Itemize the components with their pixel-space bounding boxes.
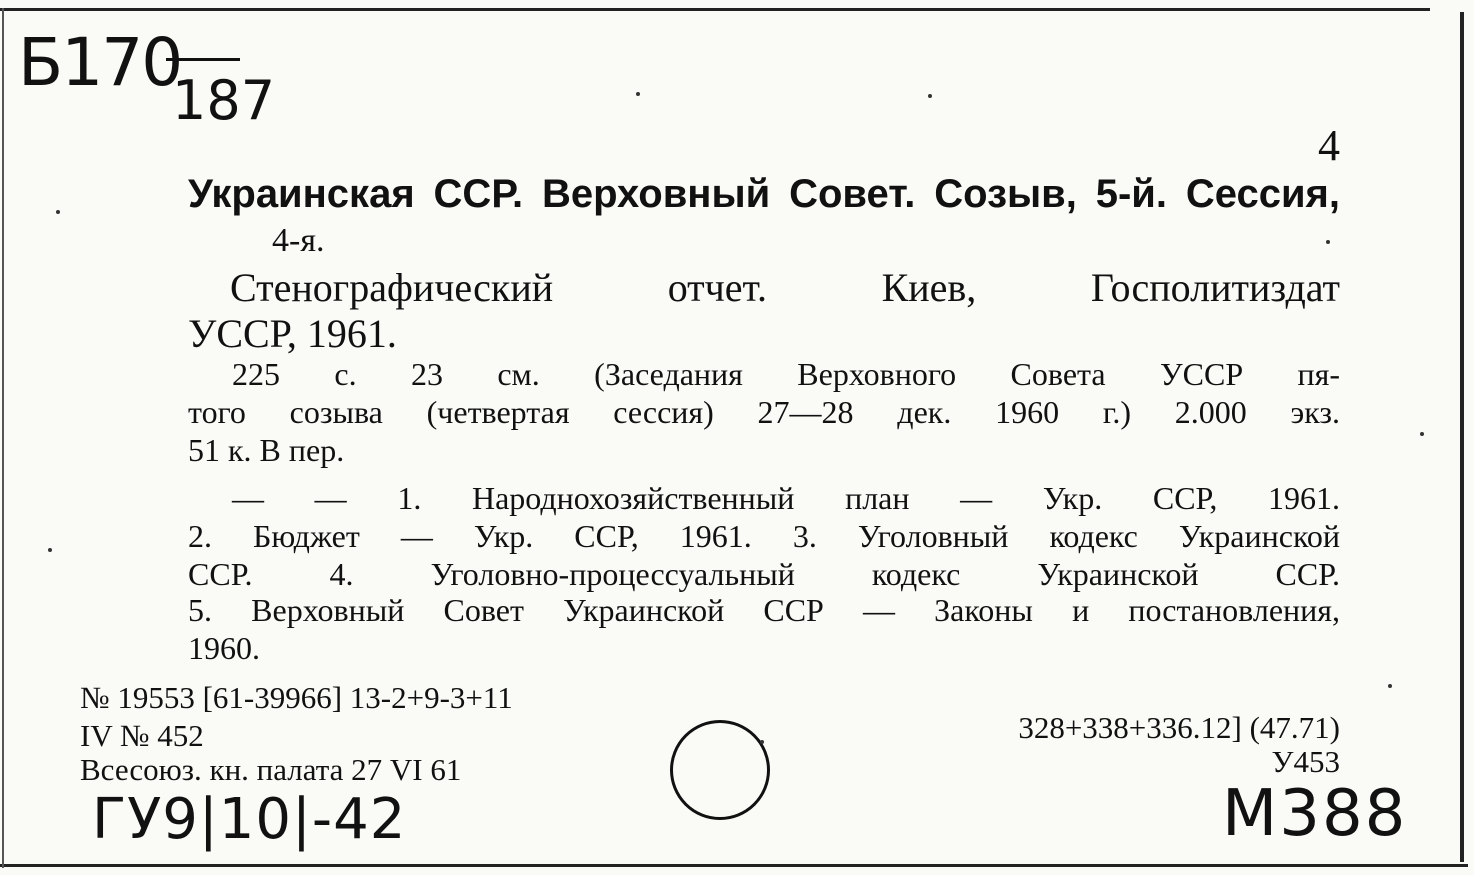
description-line-2: того созыва (четвертая сессия) 27—28 дек. 1960 г.) 2.000 экз. bbox=[188, 394, 1340, 430]
description-line-3: 51 к. В пер. bbox=[188, 432, 345, 468]
shelfmark-main: Б170 bbox=[18, 24, 182, 101]
title-line-1: Стенографический отчет. Киев, Госполитиздат bbox=[230, 265, 1340, 310]
registration-number: № 19553 [61-39966] 13-2+9-3+11 bbox=[80, 680, 513, 715]
speck bbox=[1388, 684, 1392, 688]
title-line-2: УССР, 1961. bbox=[188, 311, 397, 356]
inventory-number: IV № 452 bbox=[80, 718, 204, 753]
heading-line-2: 4-я. bbox=[272, 222, 325, 259]
description-line-1: 225 с. 23 см. (Заседания Верховного Совета УССР пя- bbox=[232, 356, 1340, 392]
handwritten-code-right: М388 bbox=[1222, 777, 1408, 851]
handwritten-code-left: ГУ9|10|-42 bbox=[92, 787, 407, 852]
speck bbox=[1326, 240, 1330, 244]
classification-index: 328+338+336.12] (47.71) bbox=[1018, 710, 1340, 745]
speck bbox=[56, 210, 60, 214]
card-border-right bbox=[1460, 12, 1464, 862]
subjects-line-2: 2. Бюджет — Укр. ССР, 1961. 3. Уголовный кодекс Украинской bbox=[188, 518, 1340, 554]
speck bbox=[928, 94, 932, 98]
shelfmark-denominator: 187 bbox=[172, 69, 276, 132]
card-border-bottom bbox=[0, 864, 1468, 867]
speck bbox=[760, 740, 764, 744]
author-code: У453 bbox=[1271, 744, 1340, 779]
speck bbox=[48, 548, 52, 552]
chamber-date: Всесоюз. кн. палата 27 VI 61 bbox=[80, 752, 462, 787]
subjects-line-3: ССР. 4. Уголовно-процессуальный кодекс Украинской ССР. bbox=[188, 556, 1340, 592]
subjects-line-4: 5. Верховный Совет Украинской ССР — Законы и постановления, bbox=[188, 592, 1340, 628]
card-number: 4 bbox=[1318, 121, 1340, 170]
shelfmark-fraction-bar bbox=[166, 58, 240, 61]
subjects-line-1: — — 1. Народнохозяйственный план — Укр. ССР, 1961. bbox=[232, 480, 1340, 516]
speck bbox=[1420, 432, 1424, 436]
card-border-left bbox=[2, 8, 4, 868]
subjects-line-5: 1960. bbox=[188, 630, 260, 666]
heading-line-1: Украинская ССР. Верховный Совет. Созыв, 5-й. Сессия, bbox=[188, 172, 1340, 216]
speck bbox=[636, 92, 640, 96]
circle-stamp bbox=[670, 720, 770, 820]
card-border-top bbox=[0, 8, 1430, 11]
